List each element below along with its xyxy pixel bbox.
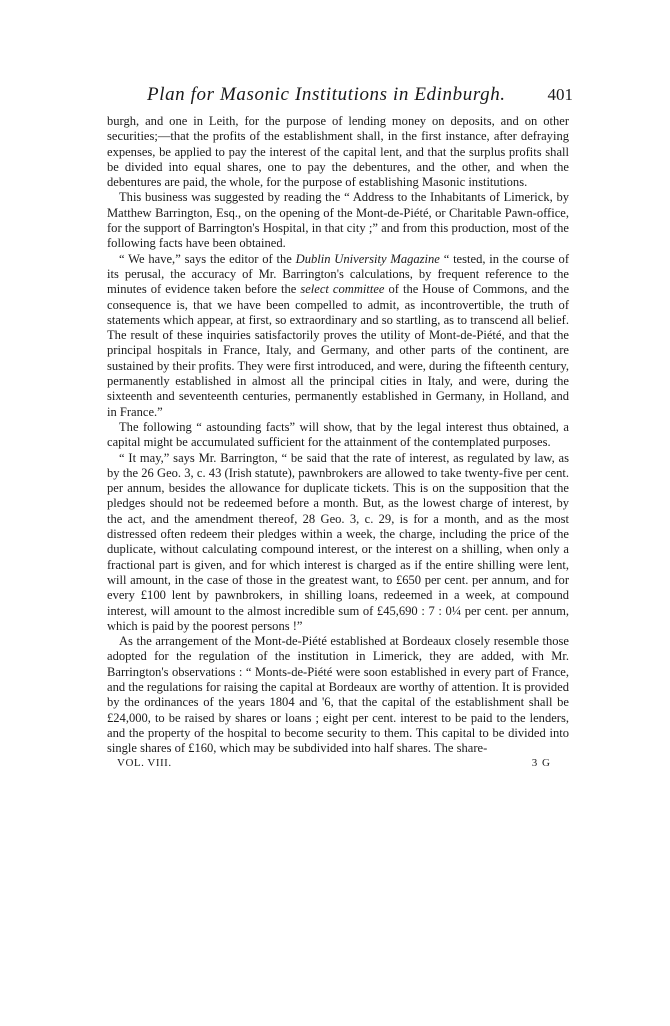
committee-term: select committee: [300, 282, 385, 297]
body-text: [107, 114, 569, 756]
paragraph-interest: “ It may,” says Mr. Barrington, “ be said that the rate of interest, as regulated by law, as by the 26 Geo. 3, c. 43 (Irish statute), pawnbrokers are allowed to take twenty-five per cent. per annum, besides the allowance for duplicate tickets. This is on the supposition that the pledges should not be redeemed before a month. But, as the lowest charge of interest, by the act, and the amendment thereof, 28 Geo. 3, c. 29, is for a month, and as the most distressed often redeem their pledges within a week, the charge, including the price of the duplicate, without calculating compound interest, or the interest on a shilling, when only a fractional part is given, and for which interest is charged as if the entire shilling were lent, will amount, in the case of those in the greatest want, to £650 per cent. per annum, and for every £100 lent by pawnbrokers, in shilling loans, redeemed in a week, at compound interest, will amount to the almost incredible sum of £45,690 : 7 : 0¼ per cent. per annum, which is paid by the poorest persons !”: [107, 450, 569, 633]
magazine-title: Dublin University Magazine: [295, 251, 440, 266]
paragraph-address: This business was suggested by reading the “ Address to the Inhabitants of Limerick, by Matthew Barrington, Esq., on the opening of the Mont-de-Piété, or Charitable Pawn-office, for the support of Barrington's Hospital, in that city ;” and from this production, most of the following facts have been obtained.: [107, 190, 569, 251]
paragraph-bordeaux: As the arrangement of the Mont-de-Piété established at Bordeaux closely resemble those adopted for the regulation of the institution in Limerick, they are added, with Mr. Barrington's observations : “ Monts-de-Piété were soon established in every part of France, and the regulations for raising the capital at Bordeaux are worthy of attention. It is provided by the ordinances of the years 1804 and '6, that the capital of the establishment shall be £24,000, to be raised by shares or loans ; eight per cent. interest to be paid to the lenders, and the property of the hospital to become security to them. This capital to be divided into single shares of £160, which may be subdivided into half shares. The share-: [107, 634, 569, 756]
running-head: Plan for Masonic Institutions in Edinburgh.: [147, 84, 506, 105]
paragraph-facts: The following “ astounding facts” will show, that by the legal interest thus obtained, a capital might be accumulated sufficient for the attainment of the contemplated purposes.: [107, 419, 569, 450]
quote-middle: “ tested, in the course of its perusal, the accuracy of Mr. Barrington's calculations, by frequent reference to the minutes of evidence taken before the: [107, 251, 570, 297]
page-content: [107, 84, 573, 773]
page-footer: [107, 757, 569, 773]
volume-mark: VOL. VIII.: [117, 757, 172, 770]
quote-start: “ We have,” says the editor of the: [119, 251, 296, 266]
page-header: [107, 84, 573, 112]
paragraph-editor-quote: [107, 252, 569, 420]
signature-mark: 3 G: [531, 757, 551, 770]
page-number: 401: [547, 85, 573, 104]
paragraph-continuation: burgh, and one in Leith, for the purpose of lending money on deposits, and on other securities;—that the profits of the establishment shall, in the first instance, after defraying expenses, be applied to pay the interest of the capital lent, and that the surplus profits shall be divided into equal shares, one to pay the debentures, and the other, and when the debentures are paid, the whole, for the purpose of establishing Masonic institutions.: [107, 114, 569, 190]
quote-end: of the House of Commons, and the consequence is, that we have been compelled to admit, as incontrovertible, the truth of statements which appear, at first, so extraordinary and so startling, as to transcend all belief. The result of these inquiries satisfactorily proves the utility of Mont-de-Piété, and that the principal hospitals in France, Italy, and Germany, and other parts of the continent, are sustained by their profits. They were first introduced, and were, during the fifteenth century, permanently established in almost all the principal cities in Italy, and were, during the sixteenth and seventeenth centuries, permanently established in Germany, in Holland, and in France.”: [107, 282, 570, 419]
